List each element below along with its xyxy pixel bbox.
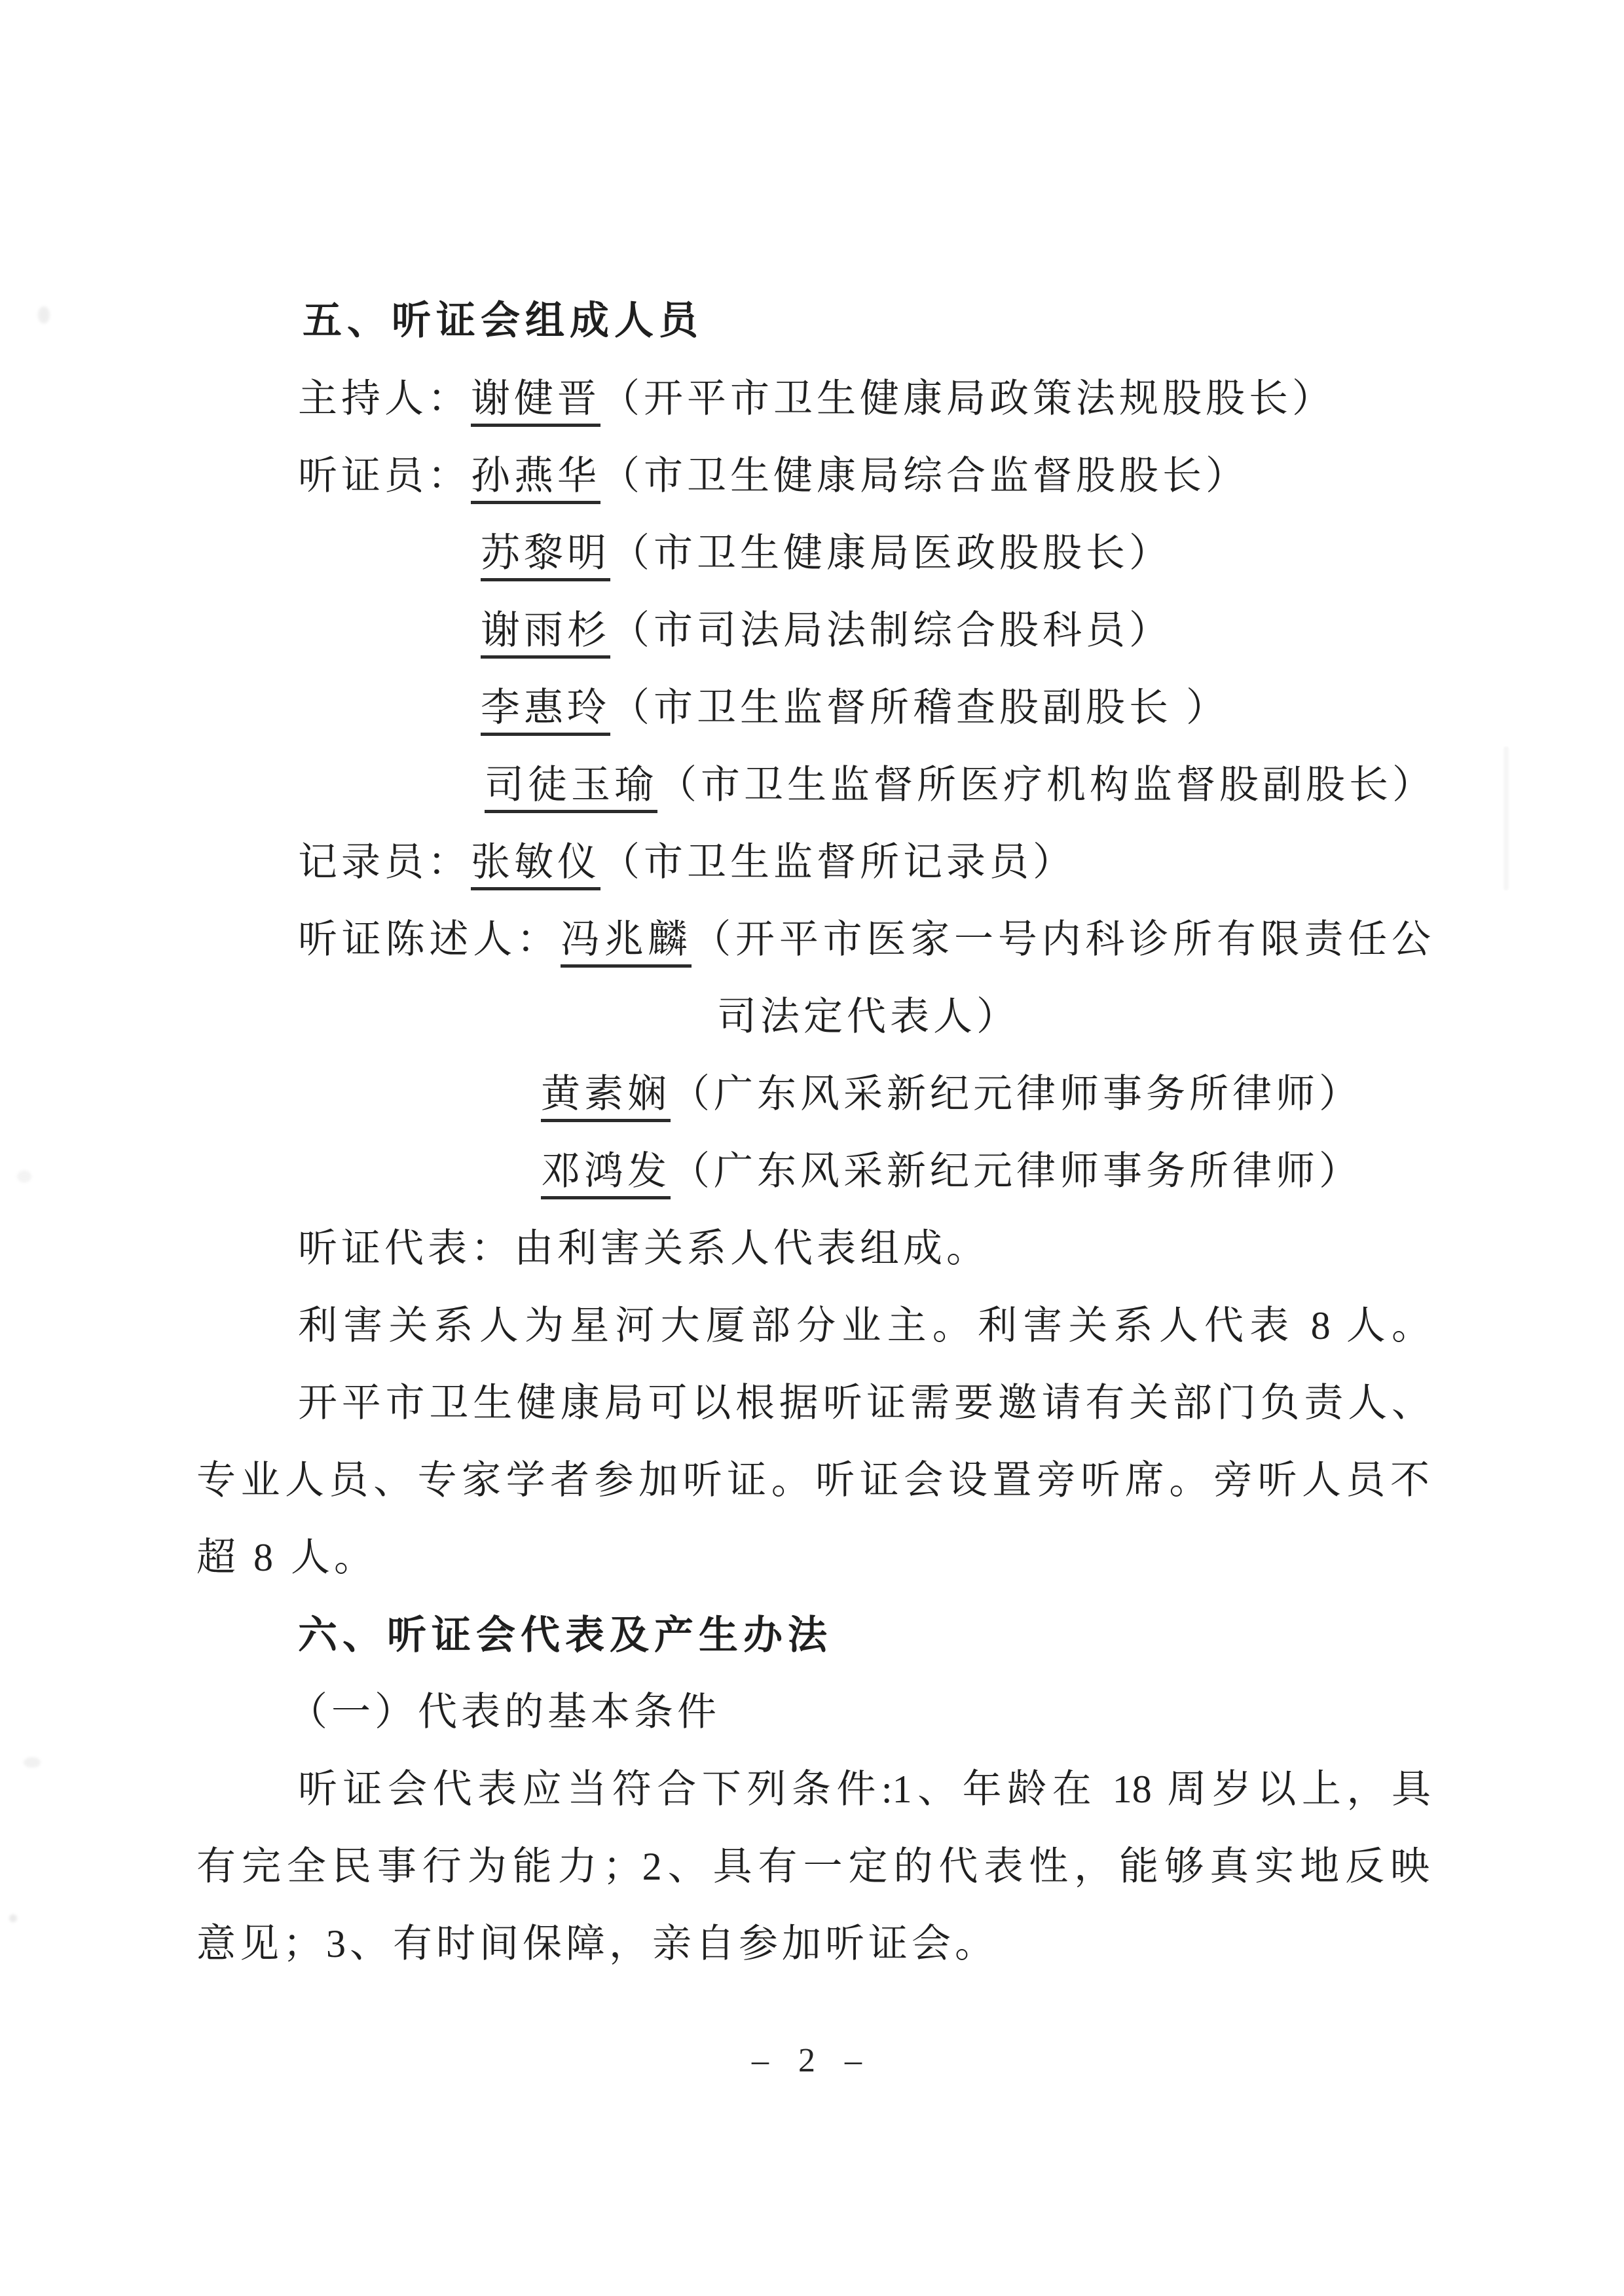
scan-artifact: [1504, 746, 1509, 890]
text-segment: （开平市医家一号内科诊所有限责任公: [692, 918, 1431, 961]
line-conditions-3: [196, 1920, 998, 1969]
underlined-name: 张敏仪: [471, 841, 600, 890]
line-representatives: [298, 1224, 989, 1273]
heading-section-5: [303, 296, 703, 345]
line-conditions-1: [298, 1765, 1431, 1814]
line-recorder: [298, 838, 1076, 887]
text-segment: 司法定代表人）: [717, 995, 1020, 1038]
text-segment: 开平市卫生健康局可以根据听证需要邀请有关部门负责人、: [298, 1381, 1431, 1425]
underlined-name: 邓鸿发: [541, 1150, 671, 1199]
scan-artifact: [38, 306, 50, 323]
line-invite-3: [196, 1533, 377, 1582]
text-segment: 有完全民事行为能力；2、具有一定的代表性，能够真实地反映: [196, 1845, 1430, 1888]
scan-artifact: [9, 1914, 17, 1922]
line-invite-1: [298, 1379, 1431, 1428]
text-segment: （一）代表的基本条件: [288, 1690, 720, 1734]
text-segment: （市司法局法制综合股科员）: [610, 609, 1172, 652]
text-segment: （市卫生监督所医疗机构监督股副股长）: [657, 763, 1435, 807]
text-segment: 意见；3、有时间保障，亲自参加听证会。: [196, 1922, 998, 1965]
text-segment: 听证陈述人：: [298, 918, 561, 961]
line-subsection-1: [288, 1688, 720, 1737]
line-presenter: [298, 915, 1431, 964]
underlined-name: 黄素娴: [541, 1072, 671, 1122]
line-stakeholders: [298, 1302, 1431, 1351]
text-segment: （广东风采新纪元律师事务所律师）: [671, 1150, 1362, 1193]
line-presenter-continuation: [717, 993, 1020, 1042]
line-hearing-officer-3: [481, 606, 1172, 655]
line-hearing-officer-4: [481, 683, 1229, 733]
text-segment: （广东风采新纪元律师事务所律师）: [671, 1072, 1362, 1116]
text-segment: （市卫生监督所稽查股副股长 ）: [610, 686, 1229, 729]
text-segment: （市卫生监督所记录员）: [600, 841, 1076, 884]
underlined-name: 李惠玲: [481, 686, 610, 736]
text-segment: 记录员：: [298, 841, 471, 884]
text-segment: 听证员：: [298, 454, 471, 498]
line-conditions-2: [196, 1842, 1430, 1891]
line-hearing-officer-1: [298, 452, 1249, 501]
text-segment: 利害关系人为星河大厦部分业主。利害关系人代表 8 人。: [298, 1304, 1431, 1347]
underlined-name: 孙燕华: [471, 454, 600, 504]
text-segment: 听证代表：由利害关系人代表组成。: [298, 1227, 989, 1270]
scan-artifact: [17, 1171, 31, 1182]
text-segment: 超 8 人。: [196, 1536, 377, 1579]
line-invite-2: [196, 1456, 1430, 1505]
line-hearing-officer-5: [485, 761, 1435, 810]
text-segment: 六、听证会代表及产生办法: [298, 1613, 832, 1657]
underlined-name: 冯兆麟: [561, 918, 692, 968]
line-lawyer-1: [541, 1070, 1362, 1119]
text-segment: 专业人员、专家学者参加听证。听证会设置旁听席。旁听人员不: [196, 1459, 1430, 1502]
underlined-name: 谢雨杉: [481, 609, 610, 659]
text-segment: （开平市卫生健康局政策法规股股长）: [600, 377, 1335, 420]
underlined-name: 苏黎明: [481, 532, 610, 581]
text-segment: 听证会代表应当符合下列条件:1、年龄在 18 周岁以上，具: [298, 1768, 1431, 1811]
underlined-name: 谢健晋: [471, 377, 600, 427]
text-segment: （市卫生健康局医政股股长）: [610, 532, 1172, 575]
line-hearing-officer-2: [481, 529, 1172, 578]
scan-artifact: [24, 1757, 41, 1768]
line-host: [298, 374, 1335, 424]
line-lawyer-2: [541, 1147, 1362, 1196]
text-segment: （市卫生健康局综合监督股股长）: [600, 454, 1249, 498]
text-segment: 五、听证会组成人员: [303, 299, 703, 342]
page-number: – 2 –: [752, 2042, 872, 2079]
text-segment: 主持人：: [298, 377, 471, 420]
underlined-name: 司徒玉瑜: [485, 763, 657, 813]
heading-section-6: [298, 1611, 832, 1660]
